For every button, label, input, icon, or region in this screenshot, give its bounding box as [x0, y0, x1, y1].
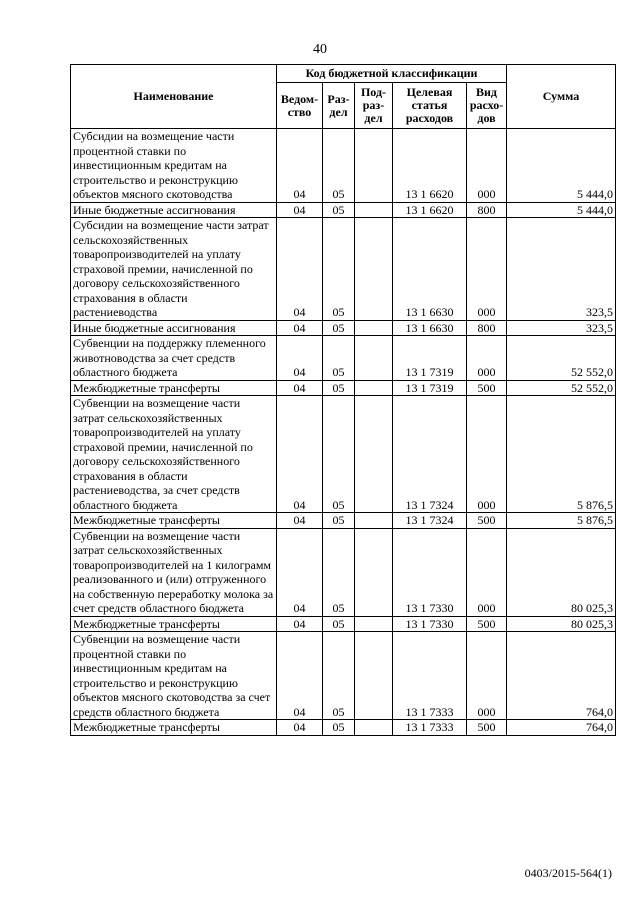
row-vid: 000 [467, 528, 507, 616]
row-tselevaya: 13 1 7333 [393, 632, 467, 720]
header-razdel: Раз-дел [323, 83, 355, 129]
row-vedomstvo: 04 [277, 202, 323, 218]
row-tselevaya: 13 1 6630 [393, 320, 467, 336]
row-razdel: 05 [323, 396, 355, 513]
row-tselevaya: 13 1 7324 [393, 396, 467, 513]
table-row [71, 528, 616, 616]
row-name: Субвенции на возмещение части затрат сельскохозяйственных товаропроизводителей на уплату страховой премии, начисленной по договору сельскохозяйственного страхования в области растениеводства, за счет средств областного бюджета [71, 396, 277, 513]
row-podrazdel [355, 396, 393, 513]
row-vedomstvo: 04 [277, 720, 323, 736]
row-razdel: 05 [323, 616, 355, 632]
table-row [71, 380, 616, 396]
row-vedomstvo: 04 [277, 218, 323, 321]
header-tselevaya: Целевая статья расходов [393, 83, 467, 129]
table-row [71, 202, 616, 218]
row-vedomstvo: 04 [277, 129, 323, 203]
row-summa: 5 876,5 [507, 396, 616, 513]
row-summa: 5 444,0 [507, 129, 616, 203]
row-vid: 000 [467, 129, 507, 203]
table-row [71, 720, 616, 736]
row-razdel: 05 [323, 218, 355, 321]
row-razdel: 05 [323, 129, 355, 203]
row-tselevaya: 13 1 6630 [393, 218, 467, 321]
row-tselevaya: 13 1 7319 [393, 336, 467, 381]
row-name: Межбюджетные трансферты [71, 720, 277, 736]
budget-table [70, 64, 616, 736]
row-summa: 5 876,5 [507, 513, 616, 529]
row-podrazdel [355, 336, 393, 381]
row-vid: 500 [467, 616, 507, 632]
row-tselevaya: 13 1 6620 [393, 129, 467, 203]
header-podrazdel: Под-раз-дел [355, 83, 393, 129]
table-row [71, 396, 616, 513]
row-summa: 323,5 [507, 320, 616, 336]
row-tselevaya: 13 1 6620 [393, 202, 467, 218]
row-summa: 80 025,3 [507, 528, 616, 616]
row-name: Субвенции на поддержку племенного животноводства за счет средств областного бюджета [71, 336, 277, 381]
row-name: Иные бюджетные ассигнования [71, 320, 277, 336]
row-vid: 500 [467, 720, 507, 736]
row-podrazdel [355, 320, 393, 336]
header-name: Наименование [71, 65, 277, 129]
row-tselevaya: 13 1 7319 [393, 380, 467, 396]
row-summa: 52 552,0 [507, 336, 616, 381]
row-tselevaya: 13 1 7330 [393, 616, 467, 632]
table-row [71, 616, 616, 632]
row-vedomstvo: 04 [277, 396, 323, 513]
row-tselevaya: 13 1 7324 [393, 513, 467, 529]
footer-code: 0403/2015-564(1) [524, 866, 612, 880]
row-vedomstvo: 04 [277, 336, 323, 381]
row-podrazdel [355, 632, 393, 720]
header-code-group: Код бюджетной классификации [277, 65, 507, 83]
row-summa: 5 444,0 [507, 202, 616, 218]
row-vid: 800 [467, 320, 507, 336]
row-razdel: 05 [323, 528, 355, 616]
row-name: Субсидии на возмещение части затрат сельскохозяйственных товаропроизводителей на уплату страховой премии, начисленной по договору сельскохозяйственного страхования в области растениеводства [71, 218, 277, 321]
table-body [71, 129, 616, 736]
row-podrazdel [355, 513, 393, 529]
row-tselevaya: 13 1 7330 [393, 528, 467, 616]
row-vid: 000 [467, 396, 507, 513]
row-podrazdel [355, 129, 393, 203]
row-podrazdel [355, 616, 393, 632]
row-vedomstvo: 04 [277, 528, 323, 616]
row-vid: 800 [467, 202, 507, 218]
row-vid: 500 [467, 380, 507, 396]
table-row [71, 632, 616, 720]
row-summa: 80 025,3 [507, 616, 616, 632]
row-razdel: 05 [323, 513, 355, 529]
row-razdel: 05 [323, 632, 355, 720]
row-vedomstvo: 04 [277, 320, 323, 336]
row-vid: 000 [467, 632, 507, 720]
table-row [71, 320, 616, 336]
table-row [71, 513, 616, 529]
row-vid: 000 [467, 336, 507, 381]
row-name: Межбюджетные трансферты [71, 380, 277, 396]
page-number: 40 [313, 42, 327, 57]
row-name: Межбюджетные трансферты [71, 513, 277, 529]
row-name: Субвенции на возмещение части затрат сельскохозяйственных товаропроизводителей на 1 килограмм реализованного и (или) отгруженного на собственную переработку молока за счет средств областного бюджета [71, 528, 277, 616]
row-name: Иные бюджетные ассигнования [71, 202, 277, 218]
header-vedomstvo: Ведом-ство [277, 83, 323, 129]
row-summa: 764,0 [507, 720, 616, 736]
row-razdel: 05 [323, 336, 355, 381]
row-vedomstvo: 04 [277, 632, 323, 720]
row-summa: 323,5 [507, 218, 616, 321]
row-summa: 764,0 [507, 632, 616, 720]
row-podrazdel [355, 202, 393, 218]
row-razdel: 05 [323, 320, 355, 336]
row-vedomstvo: 04 [277, 616, 323, 632]
row-podrazdel [355, 720, 393, 736]
row-razdel: 05 [323, 202, 355, 218]
row-razdel: 05 [323, 380, 355, 396]
table-row [71, 336, 616, 381]
row-vid: 000 [467, 218, 507, 321]
header-vid: Вид расхо-дов [467, 83, 507, 129]
row-tselevaya: 13 1 7333 [393, 720, 467, 736]
row-vedomstvo: 04 [277, 380, 323, 396]
row-summa: 52 552,0 [507, 380, 616, 396]
row-name: Межбюджетные трансферты [71, 616, 277, 632]
table-row [71, 218, 616, 321]
row-razdel: 05 [323, 720, 355, 736]
row-name: Субвенции на возмещение части процентной ставки по инвестиционным кредитам на строительство и реконструкцию объектов мясного скотоводства за счет средств областного бюджета [71, 632, 277, 720]
row-podrazdel [355, 528, 393, 616]
table-row [71, 129, 616, 203]
row-podrazdel [355, 218, 393, 321]
row-vedomstvo: 04 [277, 513, 323, 529]
row-vid: 500 [467, 513, 507, 529]
header-summa: Сумма [507, 65, 616, 129]
row-podrazdel [355, 380, 393, 396]
row-name: Субсидии на возмещение части процентной ставки по инвестиционным кредитам на строительство и реконструкцию объектов мясного скотоводства [71, 129, 277, 203]
